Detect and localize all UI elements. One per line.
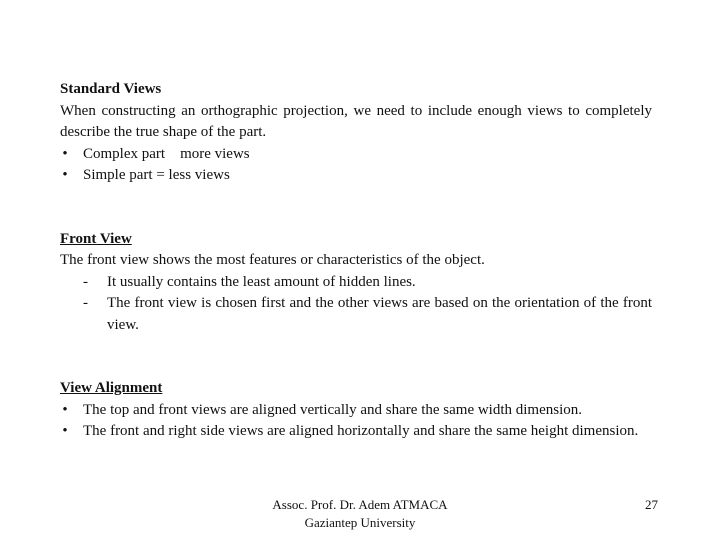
list-item-text: The top and front views are aligned vertically and share the same width dimension. (83, 401, 583, 418)
dash-list (60, 272, 652, 337)
list-item (60, 144, 652, 166)
page-number: 27 (645, 497, 658, 512)
slide-content (60, 79, 652, 443)
bullet-marker: • (62, 401, 68, 418)
section-paragraph: When constructing an orthographic projection, we need to include enough views to completely describe the true shape of the part. (60, 102, 652, 140)
list-item-text: Complex part more views (83, 145, 250, 162)
bullet-marker: • (62, 145, 68, 162)
section-standard-views (60, 79, 652, 187)
dash-marker: - (83, 295, 88, 311)
list-item (60, 400, 652, 422)
section-heading: Front View (60, 230, 132, 247)
bullet-marker: • (62, 423, 68, 439)
dash-marker: - (83, 273, 88, 290)
section-view-alignment (60, 378, 652, 443)
footer (210, 496, 510, 532)
bullet-marker: • (62, 167, 68, 183)
list-item (60, 165, 652, 187)
section-paragraph: The front view shows the most features or characteristics of the object. (60, 252, 485, 268)
list-item-text: It usually contains the least amount of hidden lines. (107, 273, 416, 290)
footer-institution: Gaziantep University (304, 515, 416, 530)
list-item-text: The front view is chosen first and the other views are based on the orientation of the front view. (107, 295, 652, 333)
footer-author: Assoc. Prof. Dr. Adem ATMACA (272, 497, 448, 512)
list-item (60, 272, 652, 294)
list-item-text: The front and right side views are aligned horizontally and share the same height dimension. (83, 423, 639, 439)
section-heading: View Alignment (60, 380, 163, 396)
section-heading: Standard Views (60, 81, 162, 97)
bullet-list (60, 400, 652, 443)
list-item-text: Simple part = less views (83, 167, 230, 183)
section-front-view (60, 229, 652, 337)
list-item (60, 293, 652, 336)
list-item (60, 421, 652, 443)
bullet-list (60, 144, 652, 187)
